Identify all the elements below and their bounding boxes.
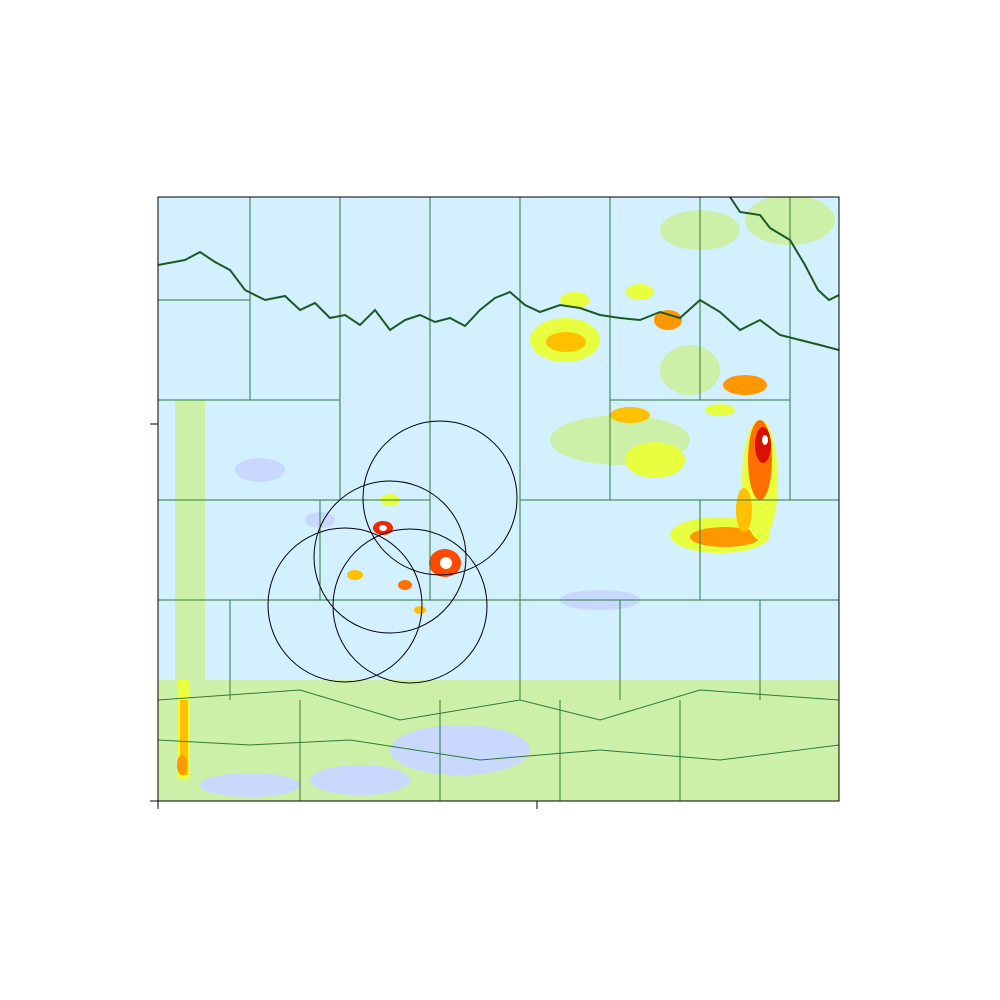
map-area: [158, 195, 839, 801]
